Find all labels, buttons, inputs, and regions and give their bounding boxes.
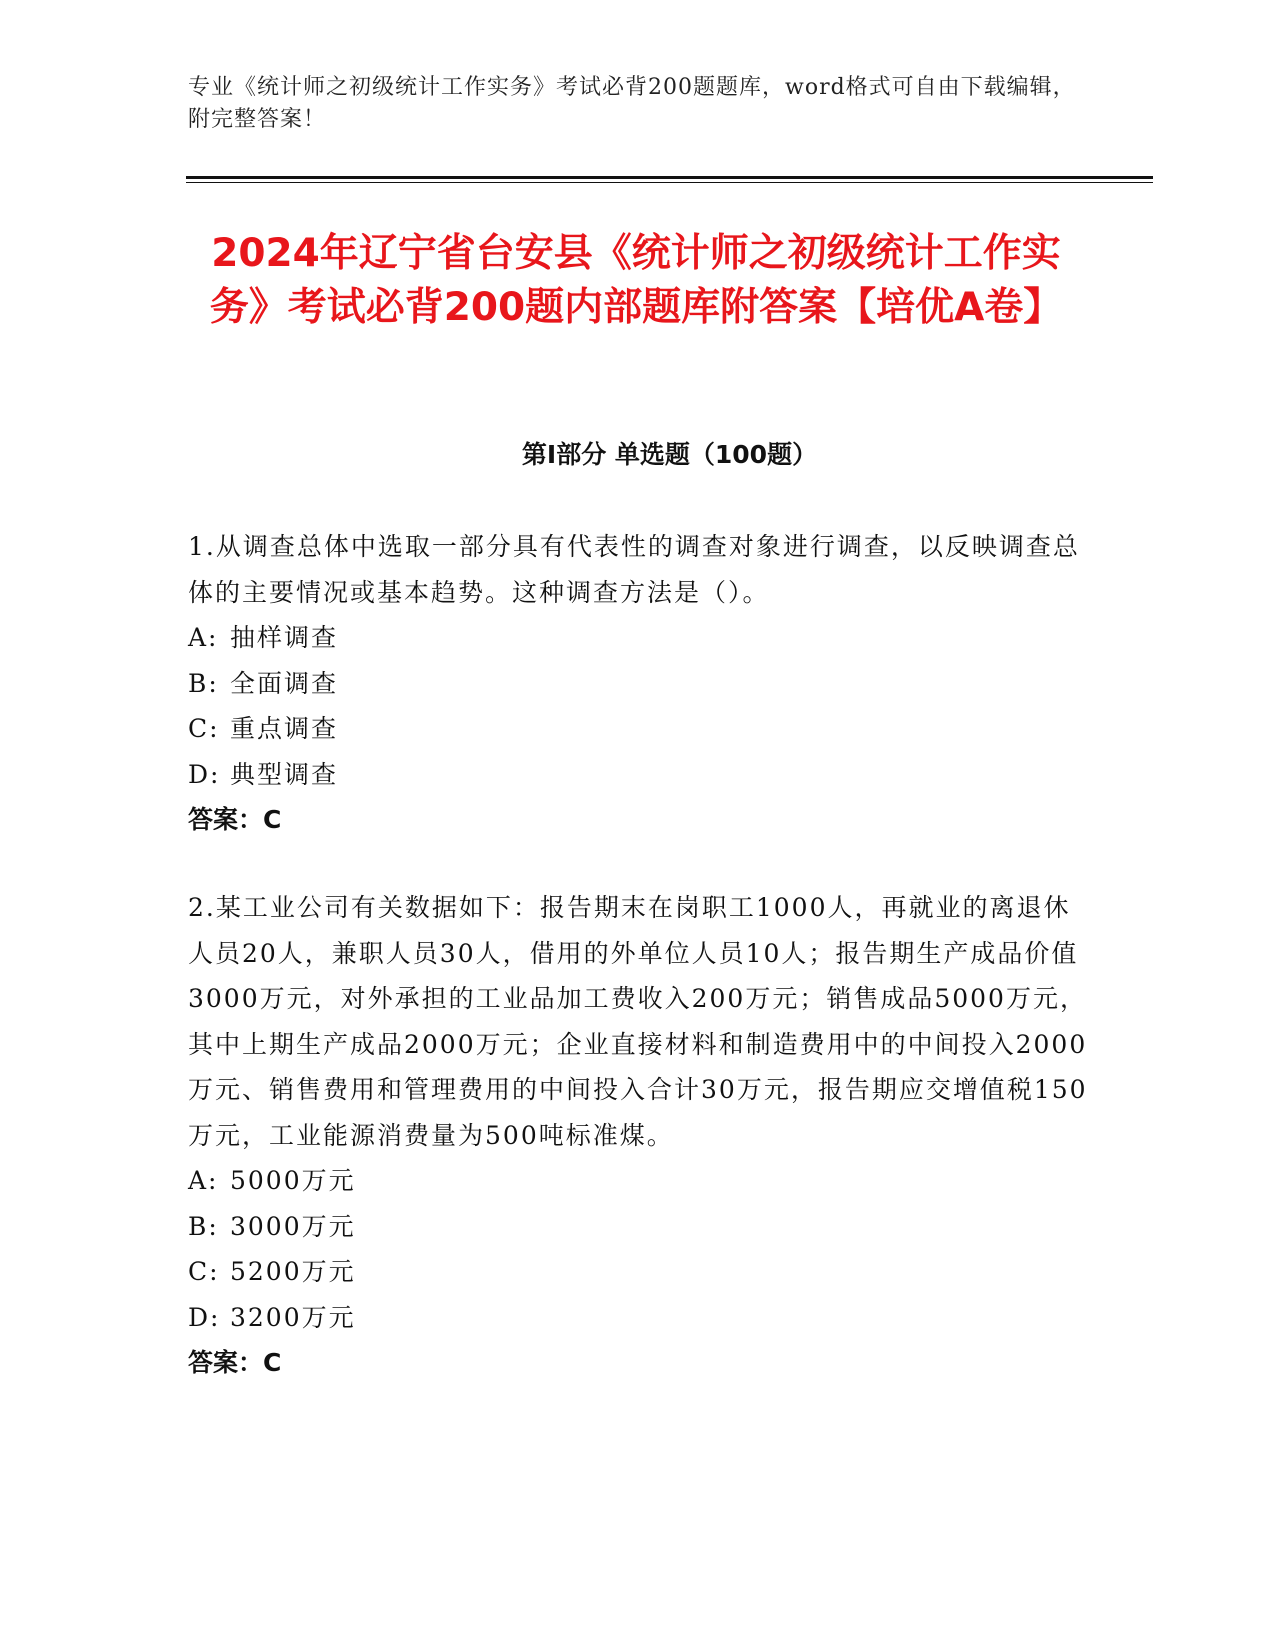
header-divider-thick: [186, 176, 1153, 179]
option-text: 全面调查: [230, 668, 339, 698]
option-c: [188, 706, 1088, 752]
option-letter: A:: [188, 623, 219, 652]
option-text: 抽样调查: [230, 623, 339, 652]
question-1: [188, 524, 1088, 843]
answer: 答案：C: [188, 805, 282, 834]
option-text: 5200万元: [230, 1257, 356, 1286]
option-d: [188, 1295, 1088, 1341]
option-text: 3000万元: [230, 1211, 356, 1241]
option-letter: A:: [188, 1166, 219, 1195]
option-letter: D:: [188, 1302, 221, 1332]
question-stem: 2.某工业公司有关数据如下：报告期末在岗职工1000人，再就业的离退休人员20人，兼职人员30人，借用的外单位人员10人；报告期生产成品价值3000万元，对外承担的工业品加工费收入200万元；销售成品5000万元，其中上期生产成品2000万元；企业直接材料和制造费用中的中间投入2000万元、销售费用和管理费用的中间投入合计30万元，报告期应交增值税150万元，工业能源消费量为500吨标准煤。: [188, 893, 1088, 1150]
option-d: [188, 752, 1088, 798]
option-text: 重点调查: [230, 714, 339, 743]
option-letter: C:: [188, 1257, 220, 1286]
header-divider-thin: [186, 182, 1153, 183]
answer: 答案：C: [188, 1348, 282, 1377]
option-a: [188, 615, 1088, 661]
option-c: [188, 1249, 1088, 1295]
option-b: [188, 661, 1088, 707]
option-a: [188, 1158, 1088, 1204]
option-text: 5000万元: [230, 1166, 356, 1195]
option-b: [188, 1204, 1088, 1250]
option-letter: D:: [188, 759, 221, 789]
section-title: 第I部分 单选题（100题）: [521, 440, 818, 469]
option-letter: B:: [188, 1211, 219, 1241]
header-note: 专业《统计师之初级统计工作实务》考试必背200题题库，word格式可自由下载编辑，附完整答案！: [188, 75, 1076, 132]
question-stem: 1.从调查总体中选取一部分具有代表性的调查对象进行调查，以反映调查总体的主要情况或基本趋势。这种调查方法是（）。: [188, 532, 1080, 607]
document-title: 2024年辽宁省台安县《统计师之初级统计工作实务》考试必背200题内部题库附答案【培优A卷】: [209, 231, 1063, 330]
option-letter: C:: [188, 714, 220, 743]
option-text: 典型调查: [230, 759, 339, 789]
option-text: 3200万元: [230, 1302, 356, 1332]
option-letter: B:: [188, 668, 219, 698]
question-2: [188, 885, 1088, 1386]
